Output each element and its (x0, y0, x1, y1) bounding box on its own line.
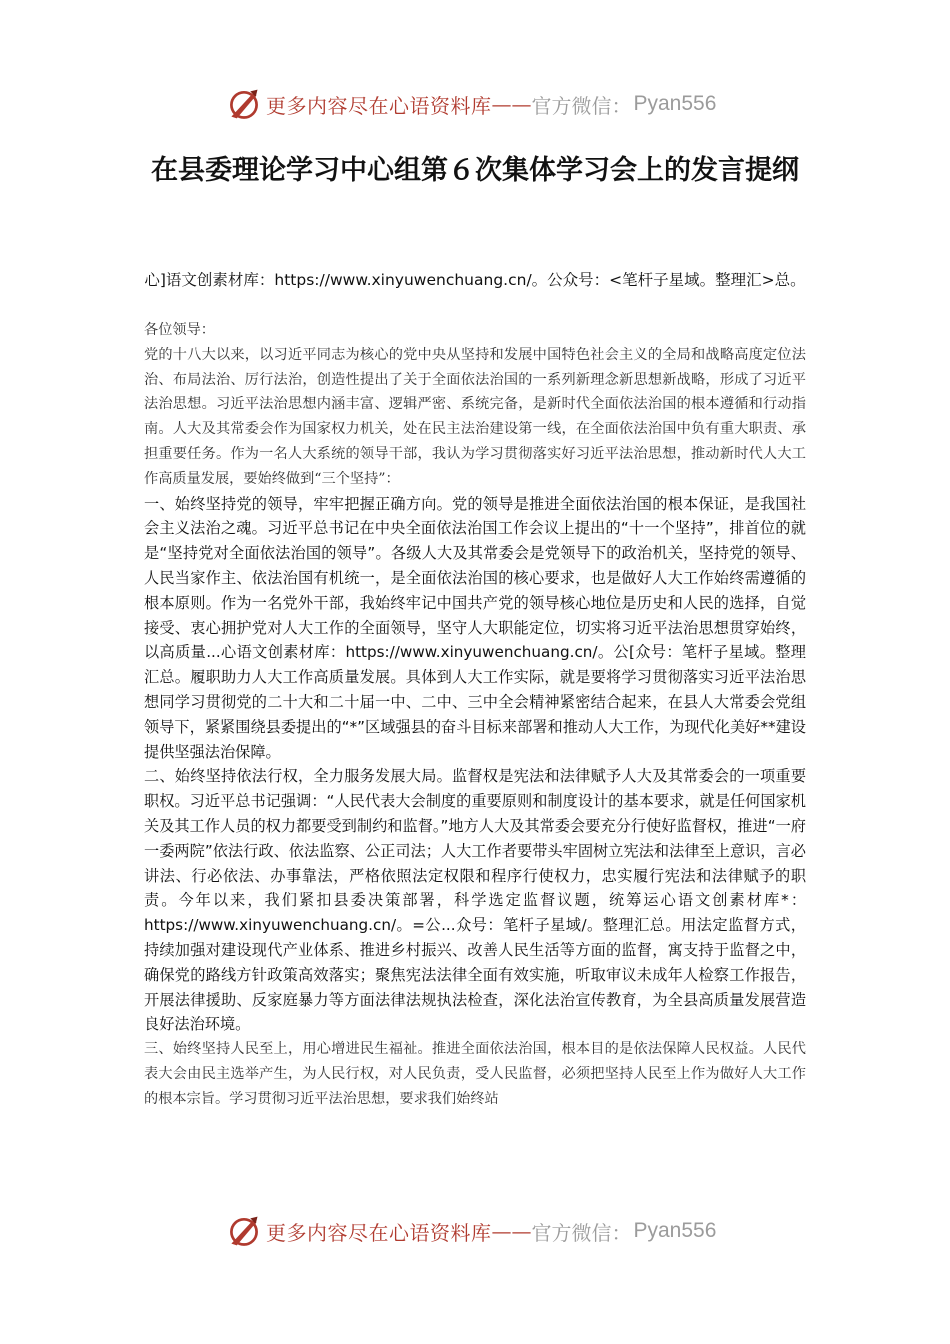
section-1-paragraph: 一、始终坚持党的领导，牢牢把握正确方向。党的领导是推进全面依法治国的根本保证，是我国社会主义法治之魂。习近平总书记在中央全面依法治国工作会议上提出的“十一个坚持”，排首位的就是“坚持党对全面依法治国的领导”。各级人大及其常委会是党领导下的政治机关，坚持党的领导、人民当家作主、依法治国有机统一，是全面依法治国的核心要求，也是做好人大工作始终需遵循的根本原则。作为一名党外干部，我始终牢记中国共产党的领导核心地位是历史和人民的选择，自觉接受、衷心拥护党对人大工作的全面领导，坚守人大职能定位，切实将习近平法治思想贯穿始终，以高质量...心语文创素材库：https://www.xinyuwenchuang.cn/。公[众号：笔杆子星域。整理汇总。履职助力人大工作高质量发展。具体到人大工作实际，就是要将学习贯彻落实习近平法治思想同学习贯彻党的二十大和二十届一中、二中、三中全会精神紧密结合起来，在县人大常委会党组领导下，紧紧围绕县委提出的“*”区域强县的奋斗目标来部署和推动人大工作，为现代化美好**建设提供坚强法治保障。 (144, 494, 806, 761)
section-2-paragraph: 二、始终坚持依法行权，全力服务发展大局。监督权是宪法和法律赋予人大及其常委会的一项重要职权。习近平总书记强调：“人民代表大会制度的重要原则和制度设计的基本要求，就是任何国家机关及其工作人员的权力都要受到制约和监督。”地方人大及其常委会要充分行使好监督权，推进“一府一委两院”依法行政、依法监察、公正司法；人大工作者要带头牢固树立宪法和法律至上意识，言必讲法、行必依法、办事靠法，严格依照法定权限和程序行使权力，忠实履行宪法和法律赋予的职责。今年以来，我们紧扣县委决策部署，科学选定监督议题，统筹运心语文创素材库*：https://www.xinyuwenchuang.cn/。=公...众号：笔杆子星域/。整理汇总。用法定监督方式，持续加强对建设现代产业体系、推进乡村振兴、改善人民生活等方面的监督，寓支持于监督之中，确保党的路线方针政策高效落实；聚焦宪法法律全面有效实施，听取审议未成年人检察工作报告，开展法律援助、反家庭暴力等方面法律法规执法检查，深化法治宣传教育，为全县高质量发展营造良好法治环境。 (144, 767, 806, 1034)
banner-account: Pyan556 (633, 1219, 717, 1242)
greeting: 各位领导： (144, 322, 215, 338)
section-3-paragraph: 三、始终坚持人民至上，用心增进民生福祉。推进全面依法治国，根本目的是依法保障人民权益。人民代表大会由民主选举产生，为人民行权，对人民负责，受人民监督，必须把坚持人民至上作为做好人大工作的根本宗旨。学习贯彻习近平法治思想，要求我们始终站 (144, 1041, 806, 1107)
brush-logo-icon (226, 86, 262, 122)
header-banner[interactable] (226, 84, 726, 124)
banner-text: 更多内容尽在心语资料库 (266, 93, 492, 118)
document-body (144, 318, 806, 1112)
banner-separator: —— (491, 92, 532, 116)
banner-account: Pyan556 (633, 92, 717, 115)
intro-paragraph: 党的十八大以来，以习近平同志为核心的党中央从坚持和发展中国特色社会主义的全局和战略高度定位法治、布局法治、厉行法治，创造性提出了关于全面依法治国的一系列新理念新思想新战略，形成了习近平法治思想。习近平法治思想内涵丰富、逻辑严密、系统完备，是新时代全面依法治国的根本遵循和行动指南。人大及其常委会作为国家权力机关，处在民主法治建设第一线，在全面依法治国中负有重大职责、承担重要任务。作为一名人大系统的领导干部，我认为学习贯彻落实好习近平法治思想，推动新时代人大工作高质量发展，要始终做到“三个坚持”： (144, 346, 806, 487)
footer-banner[interactable] (226, 1211, 726, 1251)
banner-separator: —— (491, 1219, 532, 1243)
document-title: 在县委理论学习中心组第６次集体学习会上的发言提纲 (151, 155, 799, 186)
banner-wechat-label: 官方微信： (531, 93, 632, 118)
source-line: 心]语文创素材库：https://www.xinyuwenchuang.cn/。公众号：<笔杆子星域。整理汇>总。 (144, 271, 806, 289)
banner-wechat-label: 官方微信： (531, 1220, 632, 1245)
brush-logo-icon (226, 1213, 262, 1249)
banner-text: 更多内容尽在心语资料库 (266, 1220, 492, 1245)
